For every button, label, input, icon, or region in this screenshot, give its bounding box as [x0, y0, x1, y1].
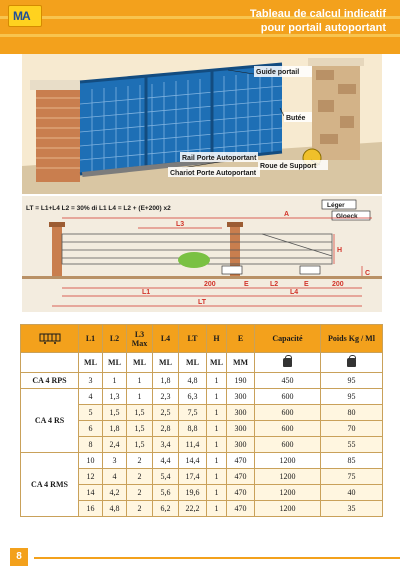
- unit-H: ML: [207, 353, 227, 373]
- table-cell: 2: [127, 485, 153, 501]
- header-H: H: [207, 325, 227, 353]
- page-heading: [250, 7, 386, 35]
- table-cell: 85: [321, 453, 383, 469]
- table-cell: 470: [227, 485, 255, 501]
- table-cell: 2,8: [153, 421, 179, 437]
- table-cell: 1,5: [127, 437, 153, 453]
- label-roue: Roue de Support: [260, 163, 317, 170]
- header-LT: LT: [179, 325, 207, 353]
- plan-left-pillar-cap: [49, 222, 65, 227]
- gate-illustration: [22, 54, 382, 194]
- dim-L3: L3: [176, 221, 185, 228]
- header-capacite: Capacité: [255, 325, 321, 353]
- dim-H: H: [337, 247, 343, 254]
- table-cell: 95: [321, 389, 383, 405]
- plan-formula: LT = L1+L4 L2 = 30% di L1 L4 = L2 + (E+200) x2: [26, 205, 171, 212]
- table-cell: 1,5: [103, 405, 127, 421]
- table-cell: 190: [227, 373, 255, 389]
- left-pillar-cap: [30, 80, 86, 90]
- technical-plan: [22, 196, 382, 312]
- table-cell: 2: [127, 453, 153, 469]
- table-cell: 4: [79, 389, 103, 405]
- table-cell: 1: [207, 453, 227, 469]
- dim-E-right: E: [304, 281, 309, 288]
- table-cell: 1: [207, 469, 227, 485]
- table-cell: 1: [127, 373, 153, 389]
- table-cell: 1200: [255, 501, 321, 517]
- table-cell: 470: [227, 469, 255, 485]
- dim-A: A: [284, 211, 290, 218]
- units-row: [21, 353, 383, 373]
- dim-L4: L4: [290, 289, 299, 296]
- header-L4: L4: [153, 325, 179, 353]
- table-cell: 6: [79, 421, 103, 437]
- table-cell: 17,4: [179, 469, 207, 485]
- table-cell: 1: [207, 405, 227, 421]
- table-cell: 5: [79, 405, 103, 421]
- heading-line-2: pour portail autoportant: [260, 22, 386, 34]
- table-cell: 600: [255, 421, 321, 437]
- table-cell: 2,5: [153, 405, 179, 421]
- table-cell: 470: [227, 453, 255, 469]
- brand-logo: [8, 5, 42, 27]
- dim-200-right: 200: [332, 281, 344, 288]
- table-cell: 3: [79, 373, 103, 389]
- table-cell: 1,3: [103, 389, 127, 405]
- header-L1: L1: [79, 325, 103, 353]
- right-pillar-cap: [308, 58, 364, 66]
- table-row: [21, 389, 383, 405]
- table-cell: 600: [255, 405, 321, 421]
- unit-LT: ML: [179, 353, 207, 373]
- header-band: [0, 0, 400, 54]
- plan-green-marker: [178, 252, 210, 268]
- table-cell: 22,2: [179, 501, 207, 517]
- label-rail: Rail Porte Autoportant: [182, 155, 257, 162]
- plan-carriage-right: [300, 266, 320, 274]
- table-cell: 7,5: [179, 405, 207, 421]
- table-cell: 6,2: [153, 501, 179, 517]
- header-L2: L2: [103, 325, 127, 353]
- table-cell: 2,3: [153, 389, 179, 405]
- table-cell: 4,4: [153, 453, 179, 469]
- table-cell: 95: [321, 373, 383, 389]
- table-cell: 11,4: [179, 437, 207, 453]
- table-cell: 2: [127, 469, 153, 485]
- table-cell: 10: [79, 453, 103, 469]
- table-body: [21, 373, 383, 517]
- model-name: CA 4 RPS: [21, 373, 79, 389]
- table-cell: 1: [207, 373, 227, 389]
- legend-leger: Léger: [327, 202, 345, 209]
- table-cell: 1: [207, 485, 227, 501]
- logo-text: MA: [13, 9, 30, 23]
- table-cell: 1: [207, 389, 227, 405]
- table-cell: 14,4: [179, 453, 207, 469]
- table-cell: 1: [207, 421, 227, 437]
- table-cell: 70: [321, 421, 383, 437]
- table-row: [21, 373, 383, 389]
- weight-unit-icon: [321, 353, 383, 373]
- table-cell: 4,2: [103, 485, 127, 501]
- table-cell: 2: [127, 501, 153, 517]
- table-cell: 3: [103, 453, 127, 469]
- plan-ground-line: [22, 276, 382, 279]
- table-cell: 300: [227, 421, 255, 437]
- model-name: CA 4 RS: [21, 389, 79, 453]
- footer-rule: [34, 557, 400, 559]
- label-guide-portail: Guide portail: [256, 69, 300, 76]
- plan-left-pillar: [52, 226, 62, 278]
- table-cell: 1: [127, 389, 153, 405]
- units-blank: [21, 353, 79, 373]
- table-cell: 300: [227, 389, 255, 405]
- table-cell: 14: [79, 485, 103, 501]
- plan-right-pillar-cap: [227, 222, 243, 227]
- capacity-unit-icon: [255, 353, 321, 373]
- calculation-table-wrapper: [20, 324, 382, 548]
- table-cell: 300: [227, 437, 255, 453]
- unit-L2: ML: [103, 353, 127, 373]
- heading-line-1: Tableau de calcul indicatif: [249, 8, 386, 20]
- dim-L1: L1: [142, 289, 151, 296]
- table-cell: 1200: [255, 469, 321, 485]
- header-poids: Poids Kg / Ml: [321, 325, 383, 353]
- table-cell: 12: [79, 469, 103, 485]
- table-cell: 35: [321, 501, 383, 517]
- dim-E-left: E: [244, 281, 249, 288]
- table-cell: 19,6: [179, 485, 207, 501]
- table-cell: 6,3: [179, 389, 207, 405]
- table-cell: 1200: [255, 485, 321, 501]
- calculation-table: [20, 324, 383, 517]
- table-cell: 4,8: [179, 373, 207, 389]
- table-cell: 1,5: [127, 421, 153, 437]
- dim-LT: LT: [198, 299, 207, 306]
- table-cell: 1,5: [127, 405, 153, 421]
- table-cell: 600: [255, 389, 321, 405]
- table-cell: 8,8: [179, 421, 207, 437]
- header-row: [21, 325, 383, 353]
- table-cell: 450: [255, 373, 321, 389]
- table-row: [21, 453, 383, 469]
- table-cell: 5,6: [153, 485, 179, 501]
- table-cell: 40: [321, 485, 383, 501]
- weight-icon: [347, 358, 356, 367]
- plan-carriage-left: [222, 266, 242, 274]
- table-cell: 4,8: [103, 501, 127, 517]
- table-cell: 8: [79, 437, 103, 453]
- dim-C: C: [365, 270, 371, 277]
- model-name: CA 4 RMS: [21, 453, 79, 517]
- gate-icon-header: [21, 325, 79, 353]
- gate-icon: [39, 332, 61, 344]
- unit-E: MM: [227, 353, 255, 373]
- weight-icon: [283, 358, 292, 367]
- label-chariot: Chariot Porte Autoportant: [170, 170, 257, 177]
- table-cell: 600: [255, 437, 321, 453]
- table-cell: 1,8: [103, 421, 127, 437]
- table-cell: 1200: [255, 453, 321, 469]
- table-cell: 1: [207, 437, 227, 453]
- unit-L3: ML: [127, 353, 153, 373]
- label-butee: Butée: [286, 115, 306, 122]
- unit-L4: ML: [153, 353, 179, 373]
- unit-L1: ML: [79, 353, 103, 373]
- header-E: E: [227, 325, 255, 353]
- table-cell: 80: [321, 405, 383, 421]
- page-number: 8: [10, 548, 28, 566]
- dim-200-left: 200: [204, 281, 216, 288]
- table-cell: 16: [79, 501, 103, 517]
- table-cell: 2,4: [103, 437, 127, 453]
- legend-gloeck: Gloeck: [336, 213, 358, 220]
- table-cell: 1,8: [153, 373, 179, 389]
- dim-L2: L2: [270, 281, 279, 288]
- header-L3-max: L3 Max: [127, 325, 153, 353]
- table-cell: 75: [321, 469, 383, 485]
- table-cell: 3,4: [153, 437, 179, 453]
- table-cell: 1: [103, 373, 127, 389]
- table-cell: 470: [227, 501, 255, 517]
- table-cell: 1: [207, 501, 227, 517]
- table-cell: 300: [227, 405, 255, 421]
- table-cell: 5,4: [153, 469, 179, 485]
- table-cell: 55: [321, 437, 383, 453]
- table-cell: 4: [103, 469, 127, 485]
